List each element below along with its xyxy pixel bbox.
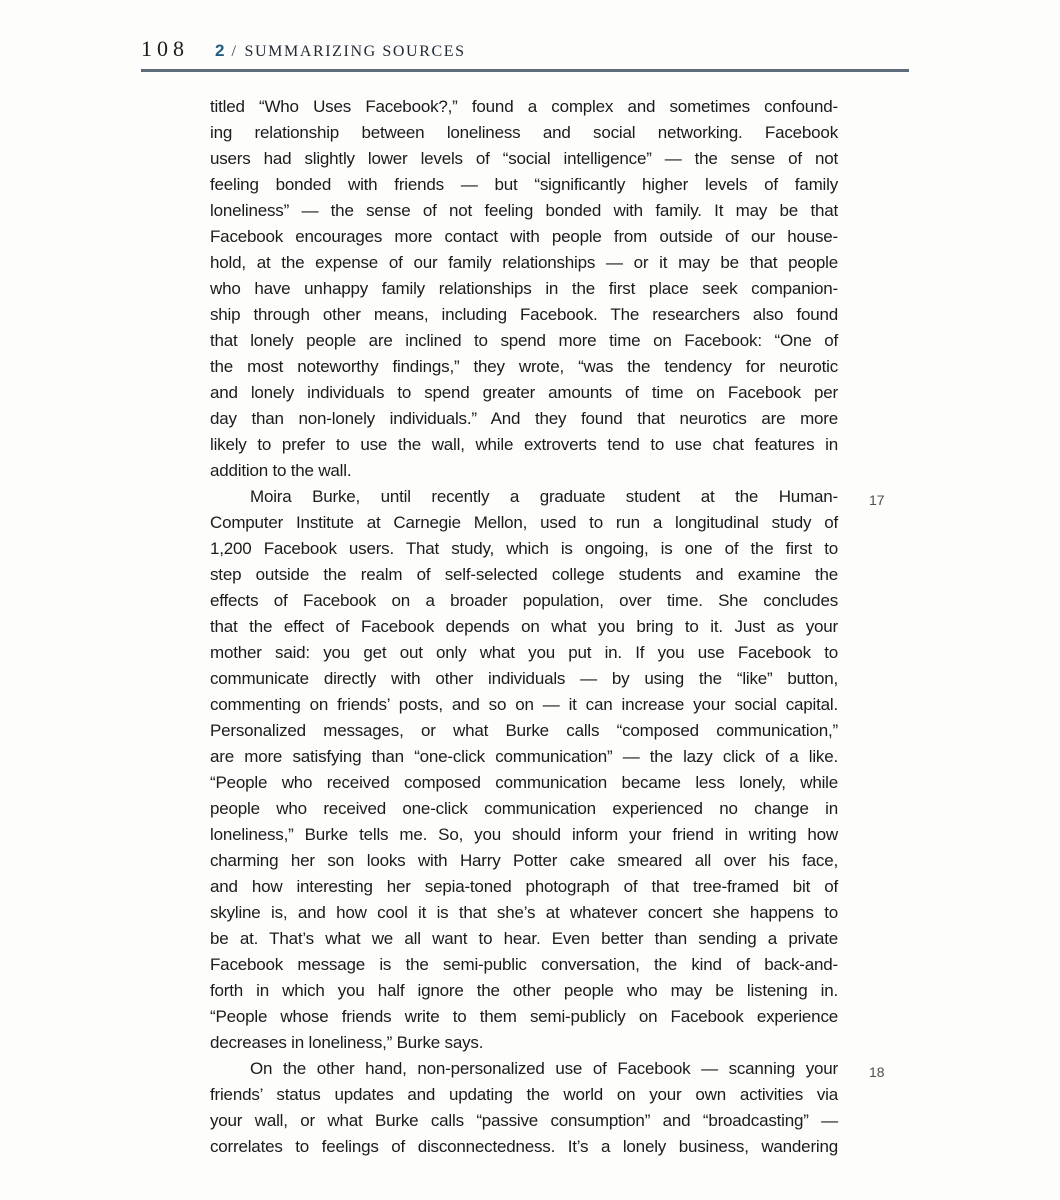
text-line: who have unhappy family relationships in the first place seek companion- <box>210 279 838 298</box>
paragraph <box>210 1056 885 1160</box>
text-line: 1,200 Facebook users. That study, which is ongoing, is one of the first to <box>210 539 838 558</box>
text-line: Facebook message is the semi-public conversation, the kind of back-and- <box>210 955 838 974</box>
text-line: that lonely people are inclined to spend more time on Facebook: “One of <box>210 331 838 350</box>
page-number: 108 <box>141 36 189 61</box>
text-line: step outside the realm of self-selected college students and examine the <box>210 565 838 584</box>
text-line: Personalized messages, or what Burke calls “composed communication,” <box>210 721 838 740</box>
chapter-title: SUMMARIZING SOURCES <box>244 43 466 60</box>
text-line: loneliness,” Burke tells me. So, you should inform your friend in writing how <box>210 825 838 844</box>
article-body <box>210 94 885 1160</box>
text-line: charming her son looks with Harry Potter cake smeared all over his face, <box>210 851 838 870</box>
text-line: hold, at the expense of our family relationships — or it may be that people <box>210 253 838 272</box>
text-line: decreases in loneliness,” Burke says. <box>210 1033 484 1052</box>
text-line: loneliness” — the sense of not feeling bonded with family. It may be that <box>210 201 838 220</box>
paragraph <box>210 484 885 1056</box>
text-line: Moira Burke, until recently a graduate student at the Human- <box>250 487 838 506</box>
text-line: forth in which you half ignore the other people who may be listening in. <box>210 981 838 1000</box>
text-line: Facebook encourages more contact with people from outside of our house- <box>210 227 838 246</box>
text-line: “People who received composed communication became less lonely, while <box>210 773 838 792</box>
text-line: are more satisfying than “one-click communication” — the lazy click of a like. <box>210 747 838 766</box>
text-line: likely to prefer to use the wall, while extroverts tend to use chat features in <box>210 435 838 454</box>
text-line: feeling bonded with friends — but “significantly higher levels of family <box>210 175 838 194</box>
chapter-separator: / <box>231 43 238 60</box>
chapter-number: 2 <box>215 41 225 60</box>
text-line: “People whose friends write to them semi-publicly on Facebook experience <box>210 1007 838 1026</box>
text-line: effects of Facebook on a broader population, over time. She concludes <box>210 591 838 610</box>
text-line: day than non-lonely individuals.” And they found that neurotics are more <box>210 409 838 428</box>
text-line: ship through other means, including Facebook. The researchers also found <box>210 305 838 324</box>
chapter-heading <box>215 41 466 61</box>
text-line: that the effect of Facebook depends on what you bring to it. Just as your <box>210 617 838 636</box>
text-line: users had slightly lower levels of “social intelligence” — the sense of not <box>210 149 838 168</box>
text-line: and how interesting her sepia-toned photograph of that tree-framed bit of <box>210 877 838 896</box>
text-line: people who received one-click communication experienced no change in <box>210 799 838 818</box>
text-line: correlates to feelings of disconnectedness. It’s a lonely business, wandering <box>210 1137 838 1156</box>
text-line: communicate directly with other individuals — by using the “like” button, <box>210 669 838 688</box>
text-line: Computer Institute at Carnegie Mellon, used to run a longitudinal study of <box>210 513 838 532</box>
text-line: titled “Who Uses Facebook?,” found a complex and sometimes confound- <box>210 97 838 116</box>
running-header <box>141 36 909 72</box>
header-rule <box>141 69 909 72</box>
text-line: ing relationship between loneliness and social networking. Facebook <box>210 123 838 142</box>
paragraph-number: 18 <box>869 1064 885 1080</box>
text-line: friends’ status updates and updating the world on your own activities via <box>210 1085 838 1104</box>
text-line: and lonely individuals to spend greater amounts of time on Facebook per <box>210 383 838 402</box>
text-line: mother said: you get out only what you put in. If you use Facebook to <box>210 643 838 662</box>
paragraph <box>210 94 838 484</box>
text-line: the most noteworthy findings,” they wrote, “was the tendency for neurotic <box>210 357 838 376</box>
text-line: addition to the wall. <box>210 461 352 480</box>
text-line: be at. That’s what we all want to hear. Even better than sending a private <box>210 929 838 948</box>
text-line: On the other hand, non-personalized use of Facebook — scanning your <box>250 1059 838 1078</box>
paragraph-number: 17 <box>869 492 885 508</box>
text-line: your wall, or what Burke calls “passive consumption” and “broadcasting” — <box>210 1111 838 1130</box>
text-line: skyline is, and how cool it is that she’s at whatever concert she happens to <box>210 903 838 922</box>
text-line: commenting on friends’ posts, and so on — it can increase your social capital. <box>210 695 838 714</box>
